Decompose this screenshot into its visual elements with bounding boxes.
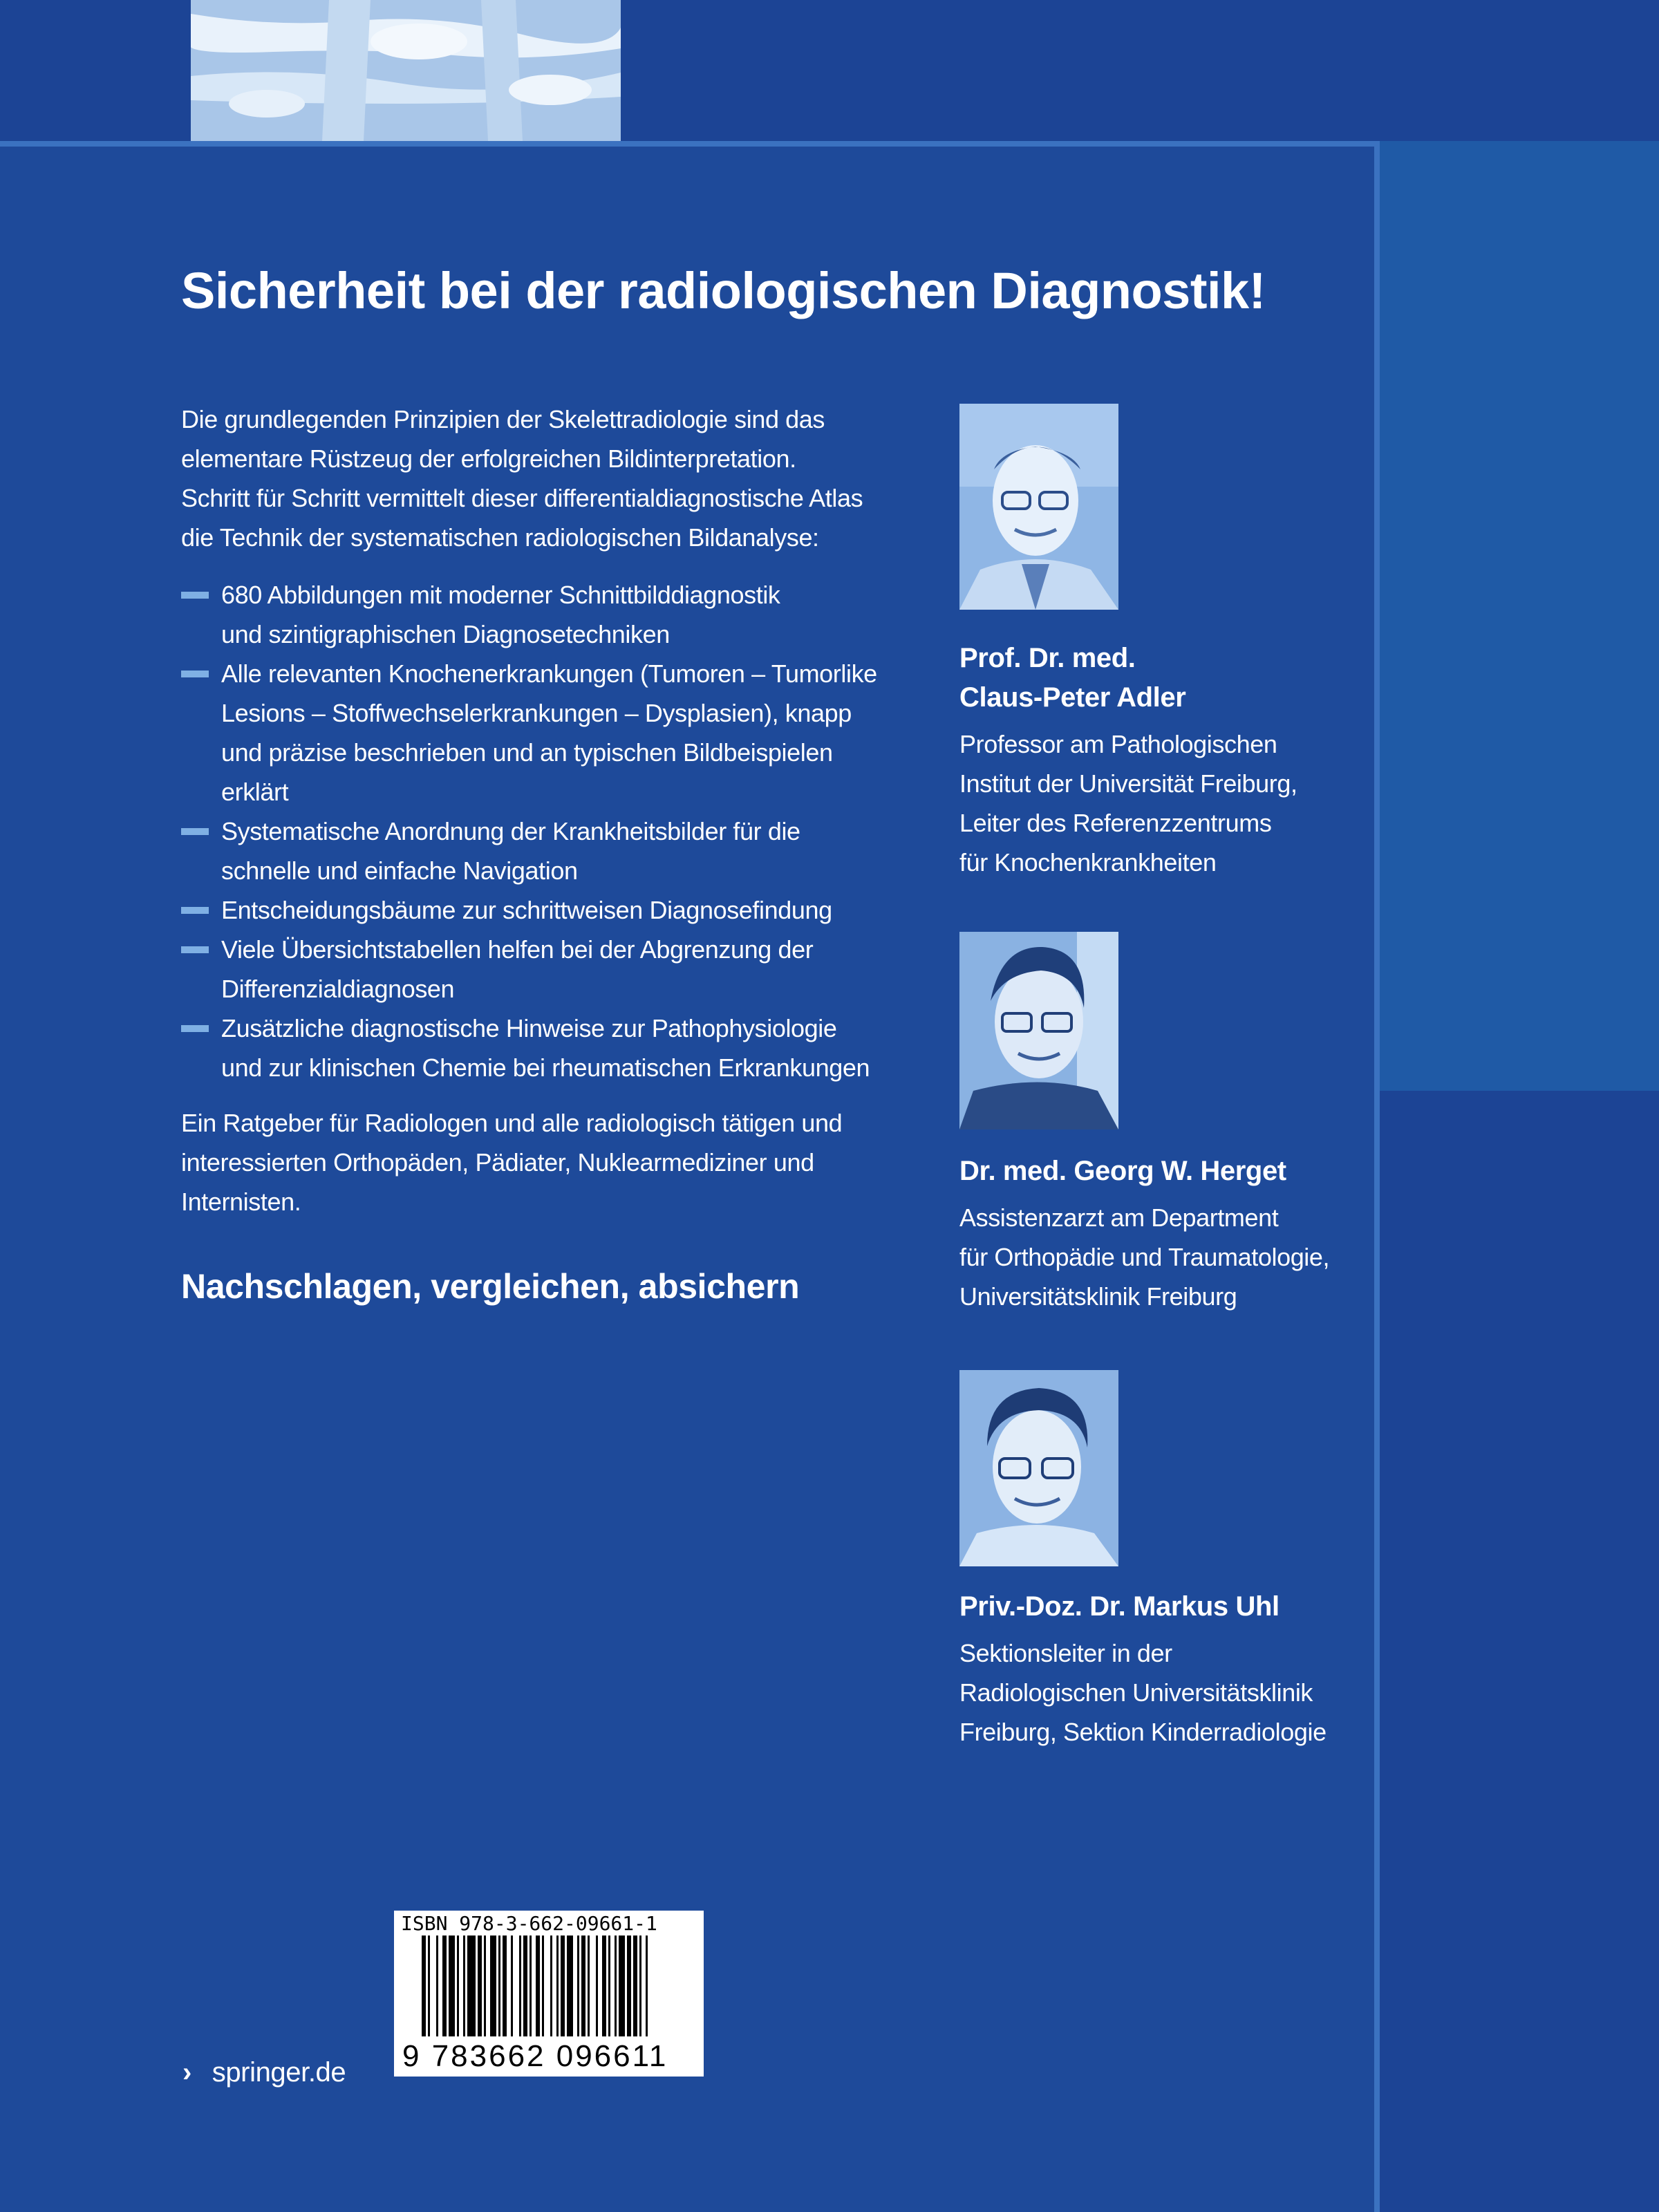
barcode-bar bbox=[503, 1936, 507, 2036]
bullet-dash-icon bbox=[181, 671, 209, 677]
barcode-bar bbox=[639, 1936, 641, 2036]
author-description-line: Sektionsleiter in der bbox=[959, 1639, 1172, 1667]
intro-line: Die grundlegenden Prinzipien der Skelettradiologie sind das bbox=[181, 405, 825, 433]
barcode-bar bbox=[478, 1936, 482, 2036]
barcode-bar bbox=[463, 1936, 465, 2036]
author-card-adler bbox=[959, 404, 1297, 882]
barcode-bar bbox=[436, 1936, 438, 2036]
feature-line: Viele Übersichtstabellen helfen bei der Abgrenzung der bbox=[221, 935, 814, 964]
feature-line: Differenzialdiagnosen bbox=[221, 975, 455, 1003]
barcode-bar bbox=[442, 1936, 447, 2036]
barcode-bar bbox=[619, 1936, 625, 2036]
barcode-bar bbox=[542, 1936, 544, 2036]
barcode-bar bbox=[561, 1936, 565, 2036]
headline: Sicherheit bei der radiologischen Diagnostik! bbox=[181, 262, 1266, 319]
barcode-bar bbox=[457, 1936, 459, 2036]
author-name bbox=[959, 639, 1297, 718]
author-photo bbox=[959, 932, 1118, 1130]
barcode-bar bbox=[511, 1936, 513, 2036]
author-name bbox=[959, 1587, 1327, 1627]
barcode-bar bbox=[577, 1936, 579, 2036]
intro-paragraph bbox=[181, 400, 928, 557]
barcode-bar bbox=[608, 1936, 610, 2036]
feature-line: Systematische Anordnung der Krankheitsbilder für die bbox=[221, 817, 800, 845]
barcode-bar bbox=[449, 1936, 455, 2036]
feature-item bbox=[181, 575, 928, 654]
barcode-bar bbox=[567, 1936, 573, 2036]
feature-line: und szintigraphischen Diagnosetechniken bbox=[221, 620, 670, 648]
barcode-bars bbox=[394, 1936, 704, 2039]
author-description bbox=[959, 1633, 1327, 1752]
feature-line: und zur klinischen Chemie bei rheumatischen Erkrankungen bbox=[221, 1053, 870, 1082]
publisher-link[interactable] bbox=[182, 2057, 346, 2088]
barcode-bar bbox=[519, 1936, 521, 2036]
author-card-herget bbox=[959, 932, 1329, 1316]
author-description-line: für Orthopädie und Traumatologie, bbox=[959, 1243, 1330, 1271]
barcode-bar bbox=[633, 1936, 637, 2036]
right-color-band bbox=[1380, 141, 1659, 1091]
feature-item bbox=[181, 930, 928, 1009]
bullet-dash-icon bbox=[181, 592, 209, 599]
barcode-bar bbox=[498, 1936, 500, 2036]
audience-paragraph bbox=[181, 1103, 842, 1221]
barcode-bar bbox=[490, 1936, 496, 2036]
feature-line: Alle relevanten Knochenerkrankungen (Tumoren – Tumorlike bbox=[221, 659, 877, 688]
barcode-bar bbox=[627, 1936, 631, 2036]
author-description-line: Freiburg, Sektion Kinderradiologie bbox=[959, 1718, 1327, 1746]
author-description-line: Professor am Pathologischen bbox=[959, 730, 1277, 758]
feature-item bbox=[181, 890, 928, 930]
barcode-bar bbox=[422, 1936, 426, 2036]
feature-item bbox=[181, 1009, 928, 1087]
feature-line: schnelle und einfache Navigation bbox=[221, 856, 578, 885]
feature-line: Zusätzliche diagnostische Hinweise zur Pathophysiologie bbox=[221, 1014, 837, 1042]
author-description-line: Institut der Universität Freiburg, bbox=[959, 769, 1297, 798]
barcode-bar bbox=[536, 1936, 540, 2036]
ean-digits: 9 783662 096611 bbox=[402, 2039, 668, 2073]
barcode-bar bbox=[484, 1936, 486, 2036]
barcode-bar bbox=[467, 1936, 476, 2036]
author-name bbox=[959, 1152, 1329, 1191]
intro-line: die Technik der systematischen radiologischen Bildanalyse: bbox=[181, 523, 819, 552]
barcode-bar bbox=[556, 1936, 559, 2036]
author-description-line: Universitätsklinik Freiburg bbox=[959, 1282, 1237, 1311]
tagline: Nachschlagen, vergleichen, absichern bbox=[181, 1267, 800, 1306]
bullet-dash-icon bbox=[181, 828, 209, 835]
cover-xray-image bbox=[191, 0, 621, 141]
author-description-line: Radiologischen Universitätsklinik bbox=[959, 1678, 1313, 1707]
author-description-line: Assistenzarzt am Department bbox=[959, 1203, 1279, 1232]
author-description-line: für Knochenkrankheiten bbox=[959, 848, 1217, 877]
audience-line: interessierten Orthopäden, Pädiater, Nuklearmediziner und bbox=[181, 1148, 814, 1177]
barcode-bar bbox=[550, 1936, 552, 2036]
feature-list bbox=[181, 575, 928, 1087]
barcode-bar bbox=[596, 1936, 598, 2036]
audience-line: Ein Ratgeber für Radiologen und alle radiologisch tätigen und bbox=[181, 1109, 843, 1137]
feature-line: und präzise beschrieben und an typischen Bildbeispielen bbox=[221, 738, 833, 767]
feature-line: Entscheidungsbäume zur schrittweisen Diagnosefindung bbox=[221, 896, 832, 924]
feature-line: Lesions – Stoffwechselerkrankungen – Dysplasien), knapp bbox=[221, 699, 852, 727]
author-photo bbox=[959, 1370, 1118, 1566]
feature-line: erklärt bbox=[221, 778, 289, 806]
author-description-line: Leiter des Referenzzentrums bbox=[959, 809, 1272, 837]
author-card-uhl bbox=[959, 1370, 1327, 1752]
isbn-barcode bbox=[394, 1911, 704, 2077]
author-name-line: Dr. med. Georg W. Herget bbox=[959, 1156, 1286, 1186]
barcode-bar bbox=[588, 1936, 590, 2036]
chevron-right-icon: › bbox=[182, 2057, 191, 2088]
isbn-label: ISBN 978-3-662-09661-1 bbox=[401, 1912, 657, 1935]
author-description bbox=[959, 1198, 1329, 1316]
bullet-dash-icon bbox=[181, 1025, 209, 1032]
publisher-url: springer.de bbox=[212, 2057, 346, 2088]
barcode-bar bbox=[581, 1936, 585, 2036]
barcode-bar bbox=[428, 1936, 430, 2036]
feature-item bbox=[181, 812, 928, 890]
audience-line: Internisten. bbox=[181, 1188, 301, 1216]
author-photo bbox=[959, 404, 1118, 610]
author-name-line: Priv.-Doz. Dr. Markus Uhl bbox=[959, 1591, 1280, 1622]
feature-item bbox=[181, 654, 928, 812]
barcode-bar bbox=[529, 1936, 532, 2036]
intro-line: Schritt für Schritt vermittelt dieser differentialdiagnostische Atlas bbox=[181, 484, 863, 512]
intro-line: elementare Rüstzeug der erfolgreichen Bildinterpretation. bbox=[181, 444, 796, 473]
barcode-bar bbox=[646, 1936, 648, 2036]
author-name-line: Prof. Dr. med. bbox=[959, 643, 1136, 673]
author-name-line: Claus-Peter Adler bbox=[959, 682, 1186, 713]
barcode-bar bbox=[523, 1936, 527, 2036]
bullet-dash-icon bbox=[181, 946, 209, 953]
barcode-bar bbox=[602, 1936, 606, 2036]
barcode-bar bbox=[615, 1936, 617, 2036]
bullet-dash-icon bbox=[181, 907, 209, 914]
author-description bbox=[959, 724, 1297, 882]
feature-line: 680 Abbildungen mit moderner Schnittbilddiagnostik bbox=[221, 581, 780, 609]
